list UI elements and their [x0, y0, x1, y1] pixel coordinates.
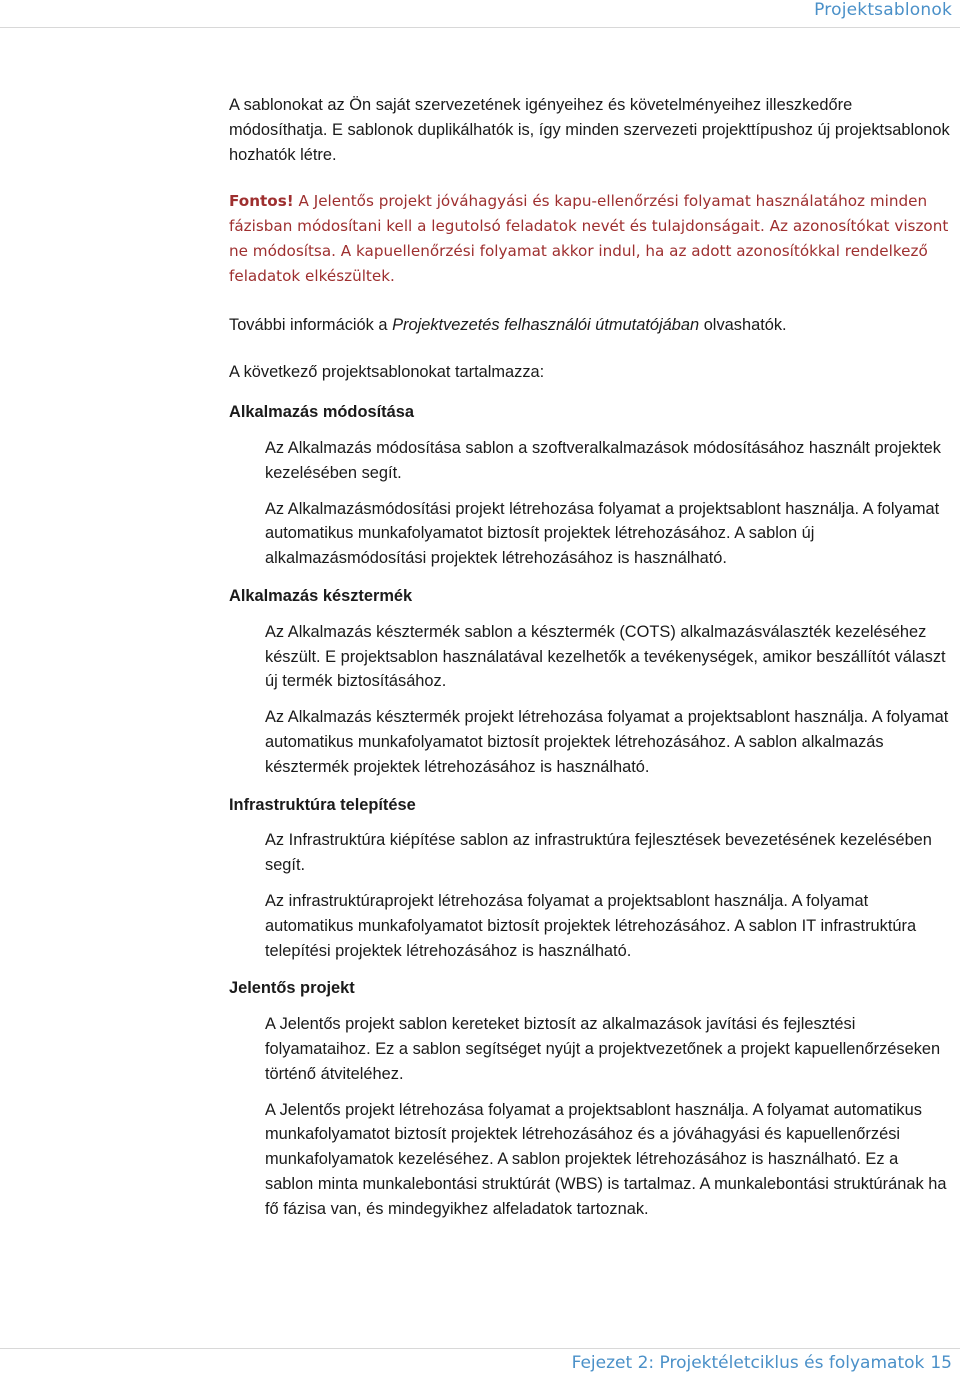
page-header-title: Projektsablonok [814, 0, 952, 20]
section-body [265, 1012, 951, 1221]
section-body [265, 436, 951, 571]
user-guide-reference: Projektvezetés felhasználói útmutatójában [392, 315, 700, 334]
section-paragraph: A Jelentős projekt létrehozása folyamat a projektsablont használja. A folyamat automatikus munkafolyamatot biztosít projektek létrehozásához és a jóváhagyási és kapuellenőrzési munkafolyamatok kezeléséhez. A sablon projektek létrehozásához is használható. Ez a sablon minta munkalebontási struktúrát (WBS) is tartalmaz. A munkalebontási struktúrának ha fő fázisa van, és mindegyikhez alfeladatok tartoznak. [265, 1100, 947, 1218]
page-number: 15 [930, 1353, 952, 1373]
template-list-intro: A következő projektsablonokat tartalmazza: [229, 363, 545, 382]
intro-paragraph: A sablonokat az Ön saját szervezetének igényeihez és követelményeihez illeszkedőre módosíthatja. E sablonok duplikálhatók is, így minden szervezeti projekttípushoz új projektsablonok hozhatók létre. [229, 96, 950, 164]
section-app-modification [229, 400, 951, 571]
important-text: A Jelentős projekt jóváhagyási és kapu-ellenőrzési folyamat használatához minden fázisban módosítani kell a legutolsó feladatok nevét és tulajdonságait. Az azonosítókat viszont ne módosítsa. A kapuellenőrzési folyamat akkor indul, ha az adott azonosítókkal rendelkező feladatok elkészültek. [229, 192, 949, 285]
footer-chapter: Fejezet 2: Projektéletciklus és folyamatok [571, 1353, 925, 1373]
section-paragraph: Az Alkalmazás módosítása sablon a szoftveralkalmazások módosításához használt projektek kezelésében segít. [265, 438, 941, 482]
more-info-paragraph [229, 313, 951, 338]
page-footer [572, 1353, 952, 1373]
section-body [265, 828, 951, 963]
section-paragraph: Az Infrastruktúra kiépítése sablon az infrastruktúra fejlesztések bevezetésének kezelésében segít. [265, 831, 932, 875]
section-title: Jelentős projekt [229, 979, 355, 998]
header-divider [0, 27, 960, 28]
section-title: Alkalmazás késztermék [229, 586, 413, 605]
more-info-before: További információk a [229, 315, 393, 334]
section-paragraph: Az Alkalmazásmódosítási projekt létrehozása folyamat a projektsablont használja. A folyamat automatikus munkafolyamatot biztosít projektek létrehozásához. A sablon új alkalmazásmódosítási projektek létrehozásához is használható. [265, 499, 940, 568]
document-body [229, 93, 951, 1234]
section-body [265, 620, 951, 780]
section-major-project [229, 976, 951, 1221]
section-paragraph: Az Alkalmazás késztermék projekt létrehozása folyamat a projektsablont használja. A folyamat automatikus munkafolyamatot biztosít projektek létrehozásához. A sablon alkalmazás késztermék projektek létrehozásához is használható. [265, 708, 949, 776]
section-paragraph: Az infrastruktúraprojekt létrehozása folyamat a projektsablont használja. A folyamat automatikus munkafolyamatot biztosít projektek létrehozásához. A sablon IT infrastruktúra telepítési projektek létrehozásához is használható. [265, 891, 917, 960]
important-note [229, 189, 951, 288]
more-info-after: olvashatók. [699, 315, 787, 334]
footer-divider [0, 1348, 960, 1349]
section-title: Infrastruktúra telepítése [229, 795, 416, 814]
section-paragraph: Az Alkalmazás késztermék sablon a késztermék (COTS) alkalmazásválaszték kezeléséhez készült. E projektsablon használatával kezelhetők a tevékenységek, amikor beszállítót választ új termék biztosításához. [265, 622, 946, 691]
section-title: Alkalmazás módosítása [229, 403, 414, 422]
section-paragraph: A Jelentős projekt sablon kereteket biztosít az alkalmazások javítási és fejlesztési folyamataihoz. Ez a sablon segítséget nyújt a projektvezetőnek a projekt kapuellenőrzéseken történő átviteléhez. [265, 1015, 941, 1083]
section-app-product [229, 584, 951, 780]
important-label: Fontos! [229, 192, 294, 211]
section-infrastructure [229, 793, 951, 964]
